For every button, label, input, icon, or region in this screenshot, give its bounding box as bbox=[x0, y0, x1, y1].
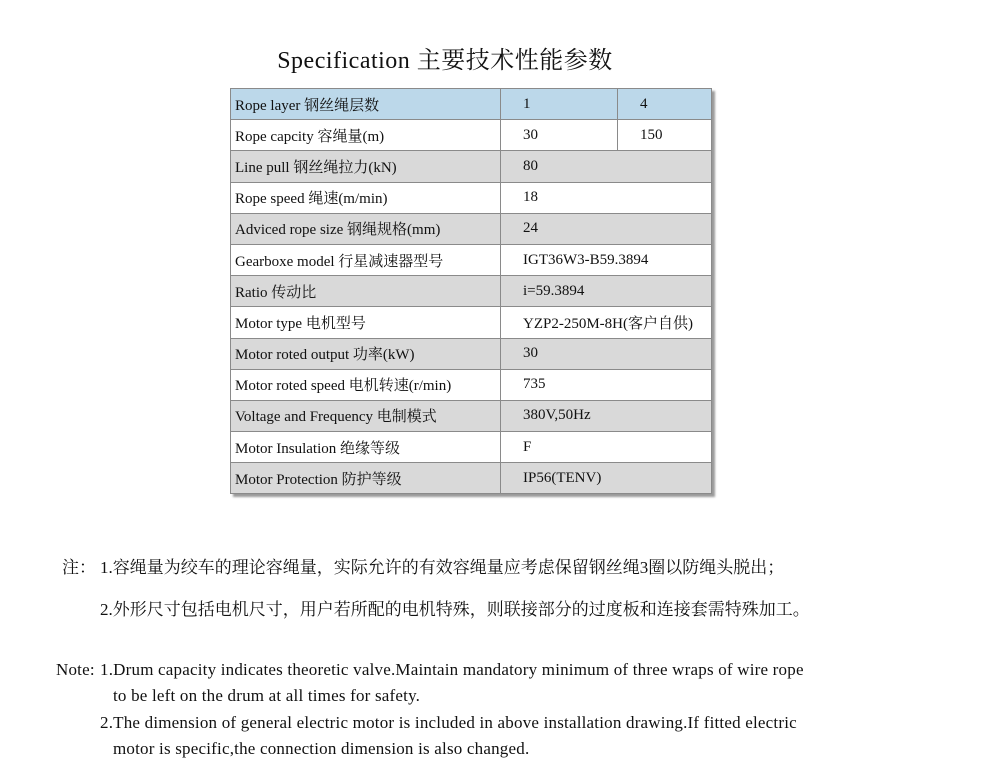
spec-label: Line pull 钢丝绳拉力(kN) bbox=[231, 151, 501, 182]
spec-label: Rope capcity 容绳量(m) bbox=[231, 120, 501, 151]
spec-row-motor-speed bbox=[231, 369, 712, 400]
spec-value: i=59.3894 bbox=[501, 276, 712, 307]
spec-label: Gearboxe model 行星减速器型号 bbox=[231, 244, 501, 275]
spec-value: 80 bbox=[501, 151, 712, 182]
spec-title: Specification 主要技术性能参数 bbox=[277, 48, 613, 74]
spec-row-ratio bbox=[231, 276, 712, 307]
spec-label: Ratio 传动比 bbox=[231, 276, 501, 307]
spec-row-rope-layer bbox=[231, 89, 712, 120]
spec-value: IGT36W3-B59.3894 bbox=[501, 244, 712, 275]
notes-cn-line-1: 1.容绳量为绞车的理论容绳量，实际允许的有效容绳量应考虑保留钢丝绳3圈以防绳头脱出； bbox=[100, 558, 785, 577]
notes-cn-line-2: 2.外形尺寸包括电机尺寸，用户若所配的电机特殊，则联接部分的过度板和连接套需特殊加工。 bbox=[100, 600, 810, 619]
spec-label: Motor type 电机型号 bbox=[231, 307, 501, 338]
spec-label: Motor roted output 功率(kW) bbox=[231, 338, 501, 369]
notes-en-line-2a: 2.The dimension of general electric motor is included in above installation drawing.If fitted electric bbox=[100, 713, 797, 732]
spec-label: Adviced rope size 钢绳规格(mm) bbox=[231, 213, 501, 244]
spec-row-motor-output bbox=[231, 338, 712, 369]
notes-en-line-2b: motor is specific,the connection dimension is also changed. bbox=[113, 739, 530, 758]
spec-value: 24 bbox=[501, 213, 712, 244]
notes-cn-prefix: 注： bbox=[62, 558, 96, 577]
notes-en-line-1b: to be left on the drum at all times for safety. bbox=[113, 686, 421, 705]
spec-row-gearbox-model bbox=[231, 244, 712, 275]
spec-row-motor-type bbox=[231, 307, 712, 338]
spec-row-rope-size bbox=[231, 213, 712, 244]
spec-label: Rope speed 绳速(m/min) bbox=[231, 182, 501, 213]
spec-row-motor-insulation bbox=[231, 432, 712, 463]
spec-row-rope-speed bbox=[231, 182, 712, 213]
spec-value: 380V,50Hz bbox=[501, 400, 712, 431]
spec-value: YZP2-250M-8H(客户自供) bbox=[501, 307, 712, 338]
spec-row-motor-protection bbox=[231, 463, 712, 494]
spec-label: Motor roted speed 电机转速(r/min) bbox=[231, 369, 501, 400]
spec-value: 735 bbox=[501, 369, 712, 400]
spec-label: Motor Insulation 绝缘等级 bbox=[231, 432, 501, 463]
spec-label: Motor Protection 防护等级 bbox=[231, 463, 501, 494]
spec-table bbox=[230, 88, 712, 494]
spec-value: IP56(TENV) bbox=[501, 463, 712, 494]
notes-en-prefix: Note: bbox=[56, 660, 95, 679]
spec-label: Voltage and Frequency 电制模式 bbox=[231, 400, 501, 431]
spec-value: 30 bbox=[501, 120, 618, 151]
spec-value: 4 bbox=[618, 89, 712, 120]
spec-value: 18 bbox=[501, 182, 712, 213]
spec-label: Rope layer 钢丝绳层数 bbox=[231, 89, 501, 120]
spec-value: F bbox=[501, 432, 712, 463]
spec-row-rope-capacity bbox=[231, 120, 712, 151]
spec-row-voltage-frequency bbox=[231, 400, 712, 431]
spec-row-line-pull bbox=[231, 151, 712, 182]
spec-value: 150 bbox=[618, 120, 712, 151]
notes-en-line-1a: 1.Drum capacity indicates theoretic valve.Maintain mandatory minimum of three wraps of wire rope bbox=[100, 660, 804, 679]
spec-value: 1 bbox=[501, 89, 618, 120]
spec-value: 30 bbox=[501, 338, 712, 369]
